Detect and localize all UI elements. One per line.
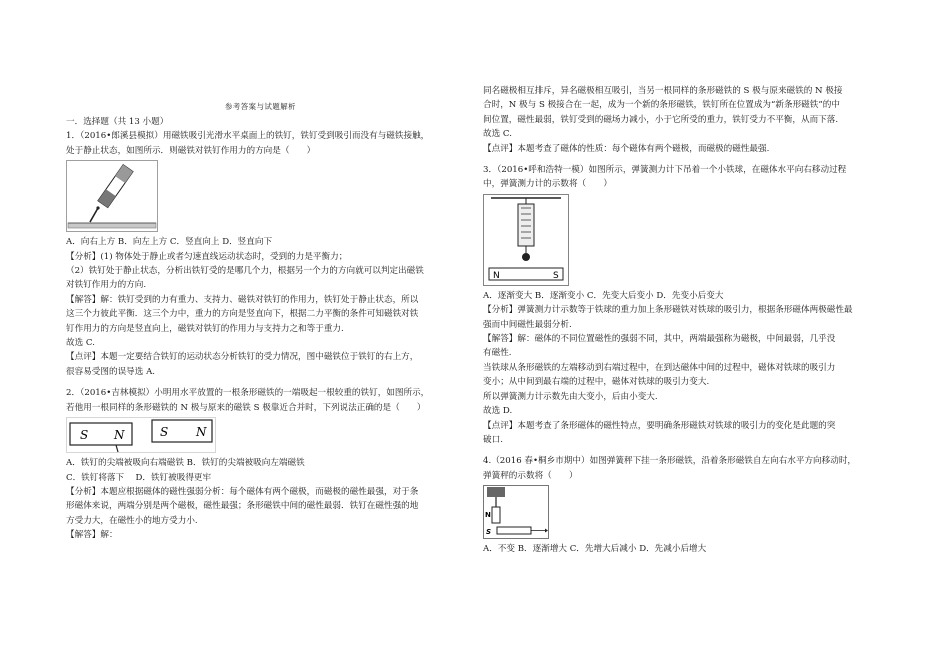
q1-answer: 钉作用力的方向是竖直向上，磁铁对铁钉的作用力与支持力之和等于重力. bbox=[66, 323, 344, 334]
q4-line: 弹簧秤的示数将（ ） bbox=[483, 470, 578, 481]
q3-n-label: N bbox=[493, 270, 500, 281]
q3-analysis: 【分析】弹簧测力计示数等于铁球的重力加上条形磁铁对铁球的吸引力，根据条形磁体两极磁性最 bbox=[483, 305, 853, 316]
left-column bbox=[66, 101, 468, 543]
q2-analysis: 形磁体来说，两端分别是两个磁极，磁性最强；条形磁铁中间的磁性最弱．铁钉在磁性强的地 bbox=[66, 501, 419, 512]
q1-answer: 故选 C. bbox=[66, 338, 95, 349]
q1-analysis: 对铁钉作用力的方向. bbox=[66, 280, 147, 291]
q2-right-n-label: N bbox=[196, 425, 207, 440]
q1-figure bbox=[66, 160, 468, 232]
q1-analysis: 【分析】(1) 物体处于静止或者匀速直线运动状态时，受到的力是平衡力； bbox=[66, 251, 348, 262]
q3-s-label: S bbox=[553, 270, 559, 281]
q1-options: A．向右上方 B．向左上方 C．竖直向上 D．竖直向下 bbox=[66, 237, 273, 248]
q3-comment: 破口. bbox=[483, 434, 503, 445]
q3-answer: 变小；从中间到最右端的过程中，磁体对铁球的吸引力变大. bbox=[483, 377, 710, 388]
q1-line: 处于静止状态，如图所示．则磁铁对铁钉作用力的方向是（ ） bbox=[66, 145, 316, 156]
q2-comment: 【点评】本题考查了磁体的性质：每个磁体有两个磁极，而磁极的磁性最强. bbox=[483, 143, 770, 154]
q1-line: 1．（2016•郎溪县模拟）用磁铁吸引光滑水平桌面上的铁钉，铁钉受到吸引而没有与磁铁接触， bbox=[66, 131, 430, 142]
q3-line: 中，弹簧测力计的示数将（ ） bbox=[483, 179, 612, 190]
q4-line: 4.（2016 春•桐乡市期中）如图弹簧秤下挂一条形磁铁，沿着条形磁铁自左向右水平方向移动时， bbox=[483, 456, 857, 467]
q3-options: A．逐渐变大 B．逐渐变小 C．先变大后变小 D．先变小后变大 bbox=[483, 290, 724, 301]
spring-magnet-diagram bbox=[483, 485, 549, 539]
q1-comment: 很容易受图的误导选 A. bbox=[66, 366, 156, 377]
magnet-nail-diagram bbox=[66, 160, 158, 232]
q2-answer: 合时，N 极与 S 极接合在一起，成为一个新的条形磁铁，铁钉所在位置成为“新条形磁铁”的中 bbox=[483, 100, 840, 111]
q1-analysis: （2）铁钉处于静止状态，分析出铁钉受的是哪几个力，根据另一个力的方向就可以判定出磁铁 bbox=[66, 266, 424, 277]
q3-answer: 【解答】解：磁体的不同位置磁性的强弱不同，其中，两端最强称为磁极，中间最弱，几乎没 bbox=[483, 334, 836, 345]
q1-comment: 【点评】本题一定要结合铁钉的运动状态分析铁钉的受力情况，图中磁铁位于铁钉的右上方， bbox=[66, 352, 419, 363]
q3-answer: 当铁球从条形磁铁的左端移动到右端过程中，在到达磁体中间的过程中，磁体对铁球的吸引力 bbox=[483, 362, 836, 373]
q2-left-n-label: N bbox=[114, 428, 125, 443]
q2-line: 2．（2016•吉林模拟）小明用水平放置的一根条形磁铁的一端吸起一根较重的铁钉，如图所示， bbox=[66, 388, 430, 399]
q2-answer-start: 【解答】解： bbox=[66, 530, 118, 541]
q3-answer: 有磁性. bbox=[483, 348, 512, 359]
right-column bbox=[483, 84, 888, 557]
q2-right-s-label: S bbox=[160, 425, 169, 440]
q2-analysis: 方受力大，在磁性小的地方受力小. bbox=[66, 515, 198, 526]
spring-scale-diagram bbox=[483, 194, 569, 286]
q2-options: C．铁钉将落下 D．铁钉被吸得更牢 bbox=[66, 472, 212, 483]
q3-answer: 故选 D. bbox=[483, 406, 513, 417]
q2-line: 若他用一根同样的条形磁铁的 N 极与原来的磁铁 S 极靠近合并时，下列说法正确的是（ ） bbox=[66, 402, 426, 413]
q1-answer: 【解答】解：铁钉受到的力有重力、支持力、磁铁对铁钉的作用力，铁钉处于静止状态，所以 bbox=[66, 294, 419, 305]
q3-answer: 所以弹簧测力计示数先由大变小，后由小变大. bbox=[483, 391, 658, 402]
q4-n-label: N bbox=[485, 511, 491, 520]
q2-answer: 同名磁极相互排斥，异名磁极相互吸引，当另一根同样的条形磁铁的 S 极与原来磁铁的 N 极接 bbox=[483, 86, 843, 96]
q1-answer: 这三个力彼此平衡．这三个力中，重力的方向是竖直向下，根据二力平衡的条件可知磁铁对铁 bbox=[66, 309, 419, 320]
q2-answer: 间位置，磁性最弱，铁钉受到的磁场力减小，小于它所受的重力，铁钉受力不平衡，从而下落. bbox=[483, 114, 839, 125]
q3-figure bbox=[483, 194, 888, 286]
q4-options: A．不变 B．逐渐增大 C．先增大后减小 D．先减小后增大 bbox=[483, 544, 707, 555]
two-magnets-diagram bbox=[66, 417, 216, 453]
q2-figure bbox=[66, 417, 468, 453]
q2-options: A．铁钉的尖端被吸向右端磁铁 B．铁钉的尖端被吸向左端磁铁 bbox=[66, 458, 305, 469]
q4-s-label: S bbox=[486, 528, 492, 537]
q3-analysis: 强而中间磁性最弱分析. bbox=[483, 319, 572, 330]
q3-line: 3．（2016•呼和浩特一模）如图所示，弹簧测力计下吊着一个小铁球，在磁体水平向右移动过程 bbox=[483, 165, 847, 176]
q2-left-s-label: S bbox=[80, 428, 89, 443]
q2-analysis: 【分析】本题应根据磁体的磁性强弱分析：每个磁体有两个磁极，而磁极的磁性最强，对于条 bbox=[66, 486, 419, 497]
page-title: 参考答案与试题解析 bbox=[225, 102, 297, 111]
q3-comment: 【点评】本题考查了条形磁体的磁性特点，要明确条形磁铁对铁球的吸引力的变化是此题的突 bbox=[483, 420, 836, 431]
q2-answer: 故选 C. bbox=[483, 129, 512, 140]
section-heading: 一．选择题（共 13 小题） bbox=[66, 117, 169, 127]
q4-figure bbox=[483, 485, 888, 539]
